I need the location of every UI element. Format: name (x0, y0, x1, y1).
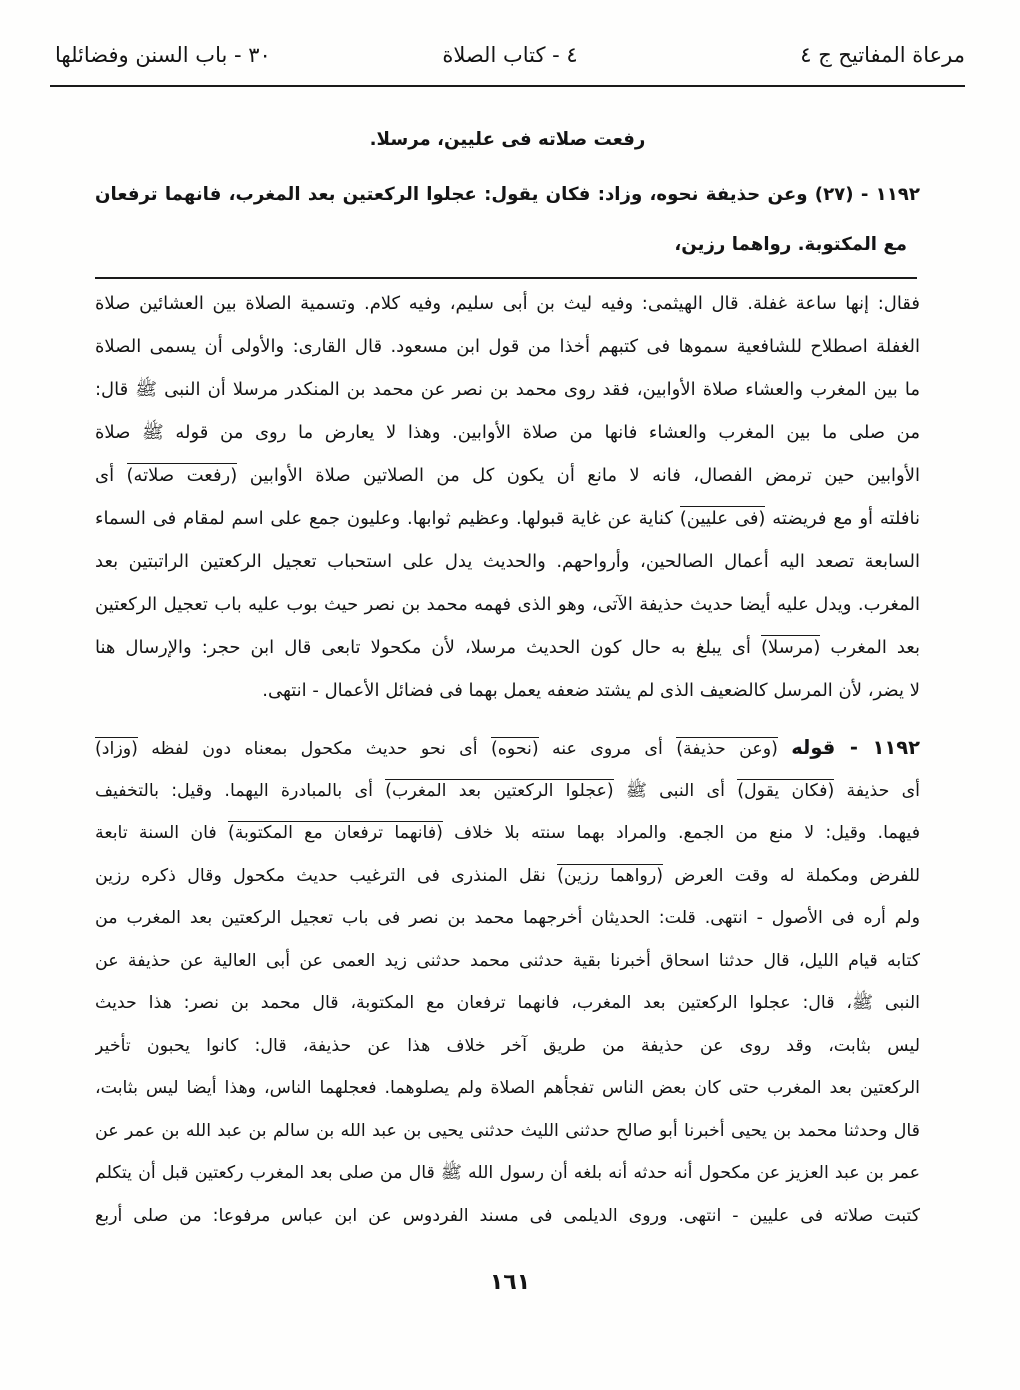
commentary-hadith-1192 (95, 727, 920, 1237)
text-run: للفرض ومكملة له وقت العرض (663, 865, 920, 886)
commentary-line (95, 411, 920, 454)
text-run: أى مروى عنه (538, 739, 677, 759)
commentary-line (95, 368, 920, 411)
hadith-block (95, 0, 920, 270)
commentary-line (95, 669, 920, 712)
text-run: كتابه قيام الليل، قال حدثنا اسحاق أخبرنا بقية حدثنى محمد حدثنى زيد العمى عن أبى العالية عن حذيفة عن (95, 950, 920, 971)
commentary-line (95, 727, 920, 770)
commentary-line (95, 940, 920, 983)
text-run: أى (95, 465, 127, 486)
text-run: قال وحدثنا محمد بن يحيى أخبرنا أبو صالح حدثنى الليث حدثنى يحيى بن عبد الله بن سالم بن عبد الله بن عمر عن (95, 1120, 920, 1141)
text-run: فقال: إنها ساعة غفلة. قال الهيثمى: وفيه ليث بن أبى سليم، وفيه كلام. وتسمية الصلاة بين العشائين صلاة (95, 293, 920, 314)
text-run: عمر بن عبد العزيز عن مكحول أنه حدثه أنه بلغه أن رسول الله ﷺ قال من صلى بعد المغرب ركعتين قبل أن يتكلم (95, 1163, 920, 1183)
quoted-matn-phrase: (فى عليين) (679, 508, 766, 529)
text-run: نقل المنذرى فى الترغيب حديث مكحول وقال ذكره رزين (95, 865, 558, 886)
commentary-line (95, 626, 920, 669)
commentary-line (95, 497, 920, 540)
text-run: الركعتين بعد المغرب حتى كان بعض الناس تفجأهم الصلاة ولم يصلوهما. فعجلهما الناس، وهذا أيضا ليس بثابت، (95, 1078, 920, 1098)
commentary-line (95, 583, 920, 626)
text-run: السابعة تصعد اليه أعمال الصالحين، وأرواحهم. والحديث يدل على استحباب تعجيل الركعتين الراتبتين بعد (95, 551, 920, 572)
text-run: الغفلة اصطلاح للشافعية سموها فى كتبهم أخذا من قول ابن مسعود. قال القارى: والأولى أن يسمى الصلاة (95, 336, 920, 357)
hadith-line: ١١٩٢ - (٢٧) وعن حذيفة نحوه، وزاد: فكان يقول: عجلوا الركعتين بعد المغرب، فانهما ترفعان (95, 184, 920, 205)
quoted-matn-phrase: (نحوه) (490, 739, 539, 759)
text-run: من صلى ما بين المغرب والعشاء فانها من صلاة الأوابين. وهذا لا يعارض ما روى من قوله ﷺ صلاة (95, 422, 920, 443)
commentary-line (95, 812, 920, 855)
commentary-line (95, 540, 920, 583)
quoted-matn-phrase: (عجلوا الركعتين بعد المغرب) (385, 780, 614, 801)
commentary-line (95, 1025, 920, 1068)
commentary-line (95, 982, 920, 1025)
quoted-matn-phrase: (وعن حذيفة) (676, 739, 778, 759)
text-run: أى بالمبادرة اليهما. وقيل: بالتخفيف (95, 780, 386, 801)
text-run (778, 739, 791, 759)
page-number: ١٦١ (489, 1270, 531, 1295)
commentary-line (95, 770, 920, 813)
quoted-matn-phrase: (رفعت صلاته) (126, 465, 238, 486)
text-run: بعد المغرب (820, 637, 920, 658)
commentary-line (95, 1067, 920, 1110)
hadith-continuation: رفعت صلاته فى عليين، مرسلا. (369, 129, 646, 150)
text-run: ليس بثابت، وقد روى عن حذيفة من طريق آخر خلاف هذا عن حذيفة، قال: كانوا يحبون تأخير (95, 1035, 920, 1056)
text-run: أى يبلغ به حال كون الحديث مرسلا، لأن مكحولا تابعى قال ابن حجر: والإرسال هنا (95, 637, 761, 658)
quoted-matn-phrase: (رواهما رزين) (557, 865, 664, 886)
quoted-matn-phrase: (مرسلا) (760, 637, 821, 658)
hadith-line: مع المكتوبة. رواهما رزين، (674, 234, 907, 255)
commentary-line (95, 325, 920, 368)
text-run: النبى ﷺ، قال: عجلوا الركعتين بعد المغرب، فانهما ترفعان مع المكتوبة، قال محمد بن نصر: هذا حديث (95, 993, 920, 1013)
text-run: فان السنة تابعة (95, 823, 228, 843)
commentary-line (95, 1110, 920, 1153)
text-run: الأوابين حين ترمض الفصال، فانه لا مانع أن يكون كل من الصلاتين صلاة الأوابين (237, 465, 920, 486)
commentary-line (95, 855, 920, 898)
quoted-matn-phrase: (فانهما ترفعان مع المكتوبة) (227, 823, 443, 843)
text-run: كتبت صلاته فى عليين - انتهى. وروى الديلمى فى مسند الفردوس عن ابن عباس مرفوعا: من صلى أربع (95, 1205, 920, 1226)
entry-heading: ١١٩٢ - قوله (791, 736, 920, 759)
text-run: كناية عن غاية قبولها. وعظيم ثوابها. وعليون جمع على اسم لمقام فى السماء (95, 508, 680, 529)
commentary-previous-hadith (95, 282, 920, 712)
text-run: ولم أره فى الأصول - انتهى. قلت: الحديثان أخرجهما محمد بن نصر فى باب تعجيل الركعتين بعد المغرب من (95, 908, 920, 928)
commentary-line (95, 1195, 920, 1238)
running-header-chapter: ٤ - كتاب الصلاة (442, 43, 578, 67)
text-run: نافلته أو مع فريضته (765, 508, 920, 529)
running-header-section: ٣٠ - باب السنن وفضائلها (55, 43, 271, 67)
text-run: ما بين المغرب والعشاء صلاة الأوابين، فقد روى محمد بن نصر عن محمد بن المنكدر مرسلا أن النبى ﷺ قال: (95, 379, 920, 400)
commentary-line (95, 282, 920, 325)
commentary-line (95, 454, 920, 497)
quoted-matn-phrase: (فكان يقول) (737, 780, 835, 801)
text-run: المغرب. ويدل عليه أيضا حديث حذيفة الآتى، وهو الذى فهمه محمد بن نصر حيث بوب عليه باب تعجيل الركعتين (95, 594, 920, 615)
commentary-line (95, 1152, 920, 1195)
text-run: لا يضر، لأن المرسل كالضعيف الذى لم يشتد ضعفه يعمل بهما فى فضائل الأعمال - انتهى. (262, 680, 920, 701)
commentary-line (95, 897, 920, 940)
running-header-book-title: مرعاة المفاتيح ج ٤ (800, 43, 965, 67)
quoted-matn-phrase: (وزاد) (95, 739, 138, 759)
text-run: أى النبى ﷺ (613, 780, 738, 801)
text-run: أى نحو حديث مكحول بمعناه دون لفظه (137, 739, 491, 759)
text-run: فيهما. وقيل: لا منع من الجمع. والمراد بهما سنته بلا خلاف (442, 823, 920, 843)
text-run: أى حذيفة (834, 780, 920, 801)
matn-separator-rule (95, 277, 917, 279)
